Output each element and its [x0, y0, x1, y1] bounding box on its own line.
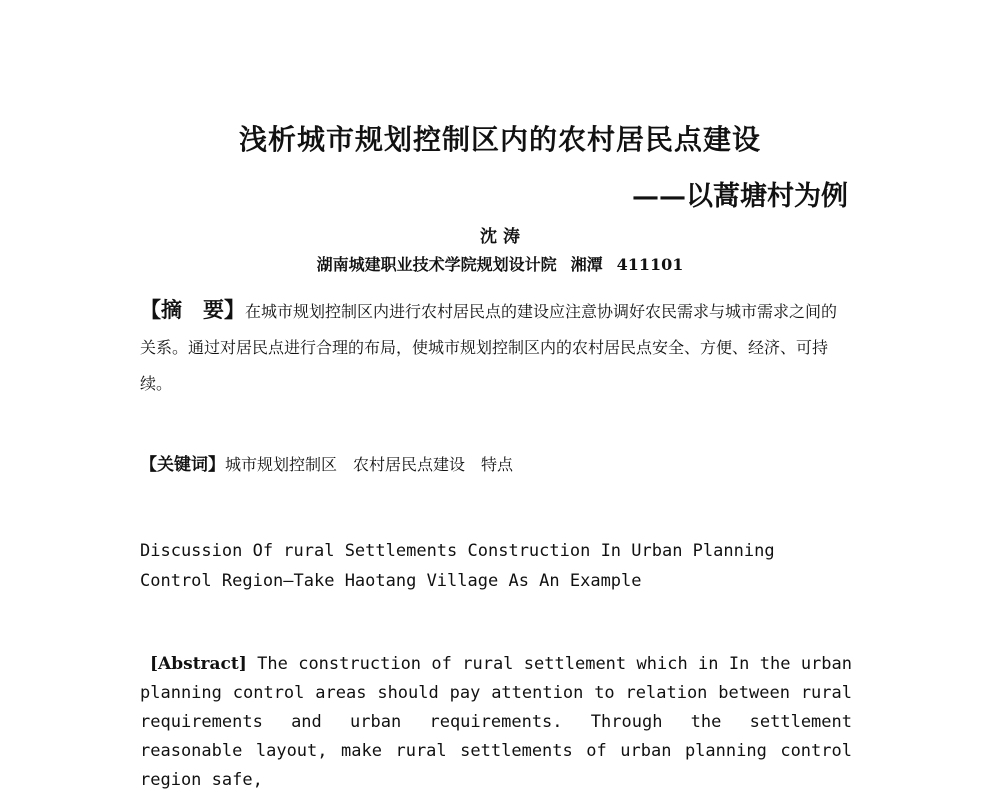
affiliation: [0, 252, 1000, 275]
abstract-cn-label: 【摘 要】: [140, 297, 245, 322]
abstract-en-label: [Abstract]: [150, 654, 247, 674]
abstract-cn-text: 在城市规划控制区内进行农村居民点的建设应注意协调好农民需求与城市需求之间的关系。通过对居民点进行合理的布局，使城市规划控制区内的农村居民点安全、方便、经济、可持续。: [140, 302, 838, 393]
affiliation-postcode: 411101: [616, 255, 684, 274]
paper-subtitle: ——以蒿塘村为例: [632, 181, 848, 212]
keywords-cn: [140, 450, 852, 475]
abstract-en-text: The construction of rural settlement which in In the urban planning control areas should pay attention to relation between rural requirements and urban requirements. Through the settlement reasonable layout, make rural settlements of urban planning control region safe,: [140, 654, 852, 790]
paper-title: 浅析城市规划控制区内的农村居民点建设: [238, 123, 761, 156]
abstract-cn: [140, 292, 852, 402]
keywords-label: 【关键词】: [140, 455, 225, 475]
affiliation-org: 湖南城建职业技术学院规划设计院: [316, 255, 557, 274]
english-title: Discussion Of rural Settlements Construction In Urban Planning Control Region—Take Haotang Village As An Example: [140, 541, 775, 591]
author-name: 沈 涛: [480, 227, 520, 247]
keyword-item: 特点: [481, 455, 514, 474]
keyword-item: 城市规划控制区: [225, 455, 338, 474]
abstract-en: [140, 650, 852, 795]
affiliation-city: 湘潭: [570, 255, 603, 274]
keyword-item: 农村居民点建设: [353, 455, 466, 474]
